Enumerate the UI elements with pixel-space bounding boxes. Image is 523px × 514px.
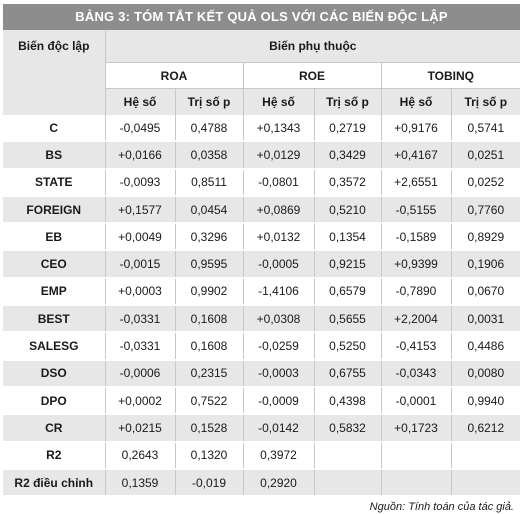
cell-tobinq-p: 0,0031 [451,305,520,332]
cell-tobinq-coef: +0,4167 [381,141,451,168]
cell-tobinq-p: 0,0080 [451,360,520,387]
cell-roa-p: 0,0454 [175,196,243,223]
cell-tobinq-p: 0,5741 [451,115,520,141]
cell-tobinq-p: 0,0251 [451,141,520,168]
cell-roe-coef: -0,0005 [243,250,314,277]
row-variable-label: R2 [3,442,105,469]
cell-roe-coef: -0,0142 [243,414,314,441]
cell-tobinq-coef: -0,1589 [381,223,451,250]
cell-roe-p: 0,3429 [314,141,381,168]
cell-tobinq-coef: +0,1723 [381,414,451,441]
table-row [3,360,520,387]
row-variable-label: DPO [3,387,105,414]
cell-roa-p: 0,8511 [175,169,243,196]
cell-roe-p: 0,3572 [314,169,381,196]
cell-roe-coef: +0,0132 [243,223,314,250]
cell-roa-coef: +0,1577 [105,196,175,223]
cell-tobinq-p: 0,0252 [451,169,520,196]
cell-roa-coef: -0,0331 [105,305,175,332]
table-row [3,169,520,196]
cell-roa-p: 0,2315 [175,360,243,387]
cell-roa-p: 0,1608 [175,332,243,359]
cell-tobinq-p: 0,6212 [451,414,520,441]
cell-roe-coef: -0,0801 [243,169,314,196]
table-row [3,115,520,141]
cell-roe-coef: +0,0308 [243,305,314,332]
cell-roa-p: 0,1320 [175,442,243,469]
header-tobinq-p: Trị số p [451,89,520,116]
cell-roe-coef: 0,2920 [243,469,314,496]
row-variable-label: EB [3,223,105,250]
header-roe-coef: Hệ số [243,89,314,116]
cell-tobinq-coef: +0,9176 [381,115,451,141]
cell-roe-p: 0,5655 [314,305,381,332]
cell-tobinq-p: 0,4486 [451,332,520,359]
table-body [3,115,520,496]
cell-roa-p: 0,9902 [175,278,243,305]
cell-roe-coef: 0,3972 [243,442,314,469]
row-variable-label: R2 điều chỉnh [3,469,105,496]
cell-tobinq-coef: +0,9399 [381,250,451,277]
cell-tobinq-coef: -0,0343 [381,360,451,387]
cell-roe-p: 0,4398 [314,387,381,414]
cell-roa-p: -0,019 [175,469,243,496]
cell-tobinq-p: 0,7760 [451,196,520,223]
cell-roa-p: 0,3296 [175,223,243,250]
table-row [3,141,520,168]
header-group-roa: ROA [105,63,243,89]
cell-roe-p: 0,6755 [314,360,381,387]
row-variable-label: BS [3,141,105,168]
header-tobinq-coef: Hệ số [381,89,451,116]
header-roe-p: Trị số p [314,89,381,116]
cell-roe-p: 0,5210 [314,196,381,223]
cell-roe-p [314,442,381,469]
table-row [3,442,520,469]
table-row [3,387,520,414]
row-variable-label: CR [3,414,105,441]
cell-tobinq-coef: -0,7890 [381,278,451,305]
cell-roe-p: 0,5250 [314,332,381,359]
cell-roe-coef: +0,1343 [243,115,314,141]
cell-roa-p: 0,9595 [175,250,243,277]
cell-roa-coef: 0,2643 [105,442,175,469]
cell-roe-coef: -0,0003 [243,360,314,387]
table-row [3,469,520,496]
cell-roe-p: 0,9215 [314,250,381,277]
cell-roe-p [314,469,381,496]
cell-tobinq-coef: +2,2004 [381,305,451,332]
cell-roa-coef: -0,0006 [105,360,175,387]
cell-roe-p: 0,1354 [314,223,381,250]
header-roa-p: Trị số p [175,89,243,116]
results-table-figure [3,0,520,514]
cell-roa-coef: +0,0003 [105,278,175,305]
cell-tobinq-coef: -0,4153 [381,332,451,359]
ols-results-table [3,30,520,497]
table-row [3,223,520,250]
cell-tobinq-coef: -0,5155 [381,196,451,223]
cell-roe-coef: +0,0129 [243,141,314,168]
cell-roe-coef: -1,4106 [243,278,314,305]
table-row [3,332,520,359]
header-independent-variable: Biến độc lập [3,30,105,115]
cell-tobinq-coef [381,469,451,496]
cell-roe-coef: -0,0259 [243,332,314,359]
cell-roa-coef: +0,0049 [105,223,175,250]
row-variable-label: FOREIGN [3,196,105,223]
table-row [3,278,520,305]
cell-tobinq-p: 0,0670 [451,278,520,305]
cell-roe-p: 0,6579 [314,278,381,305]
cell-tobinq-p [451,442,520,469]
header-group-tobinq: TOBINQ [381,63,520,89]
row-variable-label: BEST [3,305,105,332]
cell-roa-p: 0,7522 [175,387,243,414]
cell-tobinq-coef: +2,6551 [381,169,451,196]
cell-roa-coef: +0,0002 [105,387,175,414]
cell-roa-coef: -0,0331 [105,332,175,359]
table-row [3,414,520,441]
table-row [3,196,520,223]
cell-roa-p: 0,1528 [175,414,243,441]
row-variable-label: STATE [3,169,105,196]
cell-roe-coef: -0,0009 [243,387,314,414]
row-variable-label: EMP [3,278,105,305]
row-variable-label: SALESG [3,332,105,359]
cell-roa-coef: +0,0215 [105,414,175,441]
row-variable-label: CEO [3,250,105,277]
header-group-roe: ROE [243,63,381,89]
cell-roe-coef: +0,0869 [243,196,314,223]
cell-roa-p: 0,1608 [175,305,243,332]
cell-roa-coef: -0,0495 [105,115,175,141]
cell-roe-p: 0,5832 [314,414,381,441]
table-title: BẢNG 3: TÓM TẮT KẾT QUẢ OLS VỚI CÁC BIẾN ĐỘC LẬP [3,4,520,30]
cell-tobinq-coef [381,442,451,469]
header-dependent-variable: Biến phụ thuộc [105,30,520,63]
cell-roa-p: 0,4788 [175,115,243,141]
table-row [3,250,520,277]
cell-tobinq-p: 0,8929 [451,223,520,250]
header-roa-coef: Hệ số [105,89,175,116]
cell-roa-coef: -0,0093 [105,169,175,196]
cell-tobinq-p [451,469,520,496]
row-variable-label: DSO [3,360,105,387]
cell-roa-p: 0,0358 [175,141,243,168]
cell-roa-coef: +0,0166 [105,141,175,168]
table-row [3,305,520,332]
cell-tobinq-p: 0,9940 [451,387,520,414]
cell-roa-coef: 0,1359 [105,469,175,496]
row-variable-label: C [3,115,105,141]
source-note: Nguồn: Tính toán của tác giả. [369,501,514,514]
cell-roe-p: 0,2719 [314,115,381,141]
cell-tobinq-p: 0,1906 [451,250,520,277]
cell-tobinq-coef: -0,0001 [381,387,451,414]
cell-roa-coef: -0,0015 [105,250,175,277]
